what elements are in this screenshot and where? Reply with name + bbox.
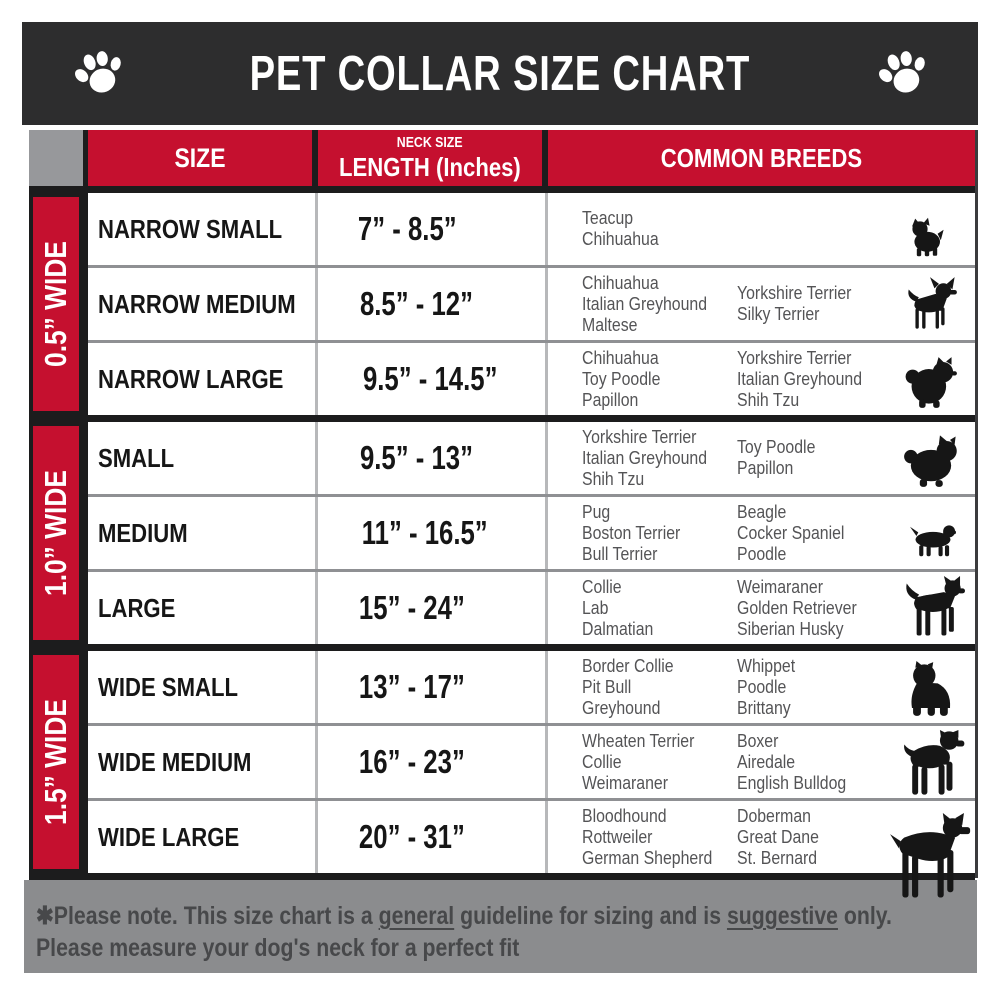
neck-size-sublabel: NECK SIZE: [397, 135, 463, 152]
pomeranian-icon: [901, 355, 961, 409]
breeds-column-2: [737, 437, 869, 479]
breed-name: Rottweiler: [582, 826, 653, 847]
breed-name: German Shepherd: [582, 847, 713, 868]
footer-line-2: Please measure your dog's neck for a perfect fit: [36, 934, 520, 962]
breeds-column-2: [737, 348, 869, 411]
breed-name: Brittany: [737, 697, 791, 718]
table-row: [88, 268, 975, 340]
width-rail: [29, 651, 83, 873]
size-label: WIDE SMALL: [98, 671, 238, 702]
neck-size-value: 15” - 24”: [358, 589, 465, 626]
breed-name: Pit Bull: [582, 676, 632, 697]
size-label: WIDE MEDIUM: [98, 746, 252, 777]
breed-name: Shih Tzu: [582, 468, 645, 489]
breeds-column-1: [582, 502, 718, 565]
footer-line-1: ✱Please note. This size chart is a general guideline for sizing and is suggestive only.: [36, 902, 892, 930]
neck-size-value: 11” - 16.5”: [361, 514, 488, 551]
table-row: [88, 651, 975, 723]
chihuahua-icon: [901, 276, 959, 332]
table-row: [88, 572, 975, 644]
title-bar: [22, 22, 978, 125]
size-label: NARROW SMALL: [98, 213, 283, 244]
breeds-column-2: [737, 502, 869, 565]
size-label: WIDE LARGE: [98, 821, 240, 852]
section-divider: [29, 415, 975, 422]
breed-name: Poodle: [737, 676, 787, 697]
neck-size-value: 7” - 8.5”: [357, 210, 457, 247]
beagle-icon: [899, 513, 967, 559]
table-bottom-border: [29, 873, 975, 880]
breed-name: Bull Terrier: [582, 543, 658, 564]
breeds-column-1: [582, 348, 718, 411]
breed-name: Weimaraner: [582, 772, 668, 793]
size-label: NARROW LARGE: [98, 363, 284, 394]
table-row: [88, 193, 975, 265]
column-header-neck-size: [318, 130, 542, 186]
breed-name: Doberman: [737, 805, 811, 826]
breed-name: Maltese: [582, 314, 638, 335]
size-label: NARROW MEDIUM: [98, 288, 296, 319]
breeds-column-1: [582, 731, 718, 794]
breed-name: Silky Terrier: [737, 304, 820, 324]
table-right-border: [975, 130, 978, 878]
breed-name: Dalmatian: [582, 618, 654, 639]
width-label: 0.5” WIDE: [38, 241, 73, 367]
breed-name: Papillon: [582, 389, 639, 410]
yorkie-icon: [901, 217, 947, 257]
breed-name: Golden Retriever: [737, 597, 857, 618]
width-rail: [29, 422, 83, 644]
section-divider: [29, 644, 975, 651]
breed-name: Toy Poodle: [737, 437, 816, 457]
neck-size-label: LENGTH (Inches): [339, 151, 521, 182]
breed-name: Beagle: [737, 501, 787, 522]
width-label: 1.0” WIDE: [38, 470, 73, 596]
breeds-column-1: [582, 656, 718, 719]
paw-print-icon: [870, 42, 934, 104]
breed-name: English Bulldog: [737, 772, 847, 793]
breeds-column-1: [582, 577, 718, 640]
breed-name: Italian Greyhound: [582, 447, 708, 468]
table-row: [88, 726, 975, 798]
breeds-column-1: [582, 208, 718, 250]
table-row: [88, 497, 975, 569]
section-divider: [29, 186, 975, 193]
neck-size-value: 20” - 31”: [358, 818, 465, 855]
breed-name: Papillon: [737, 458, 794, 478]
neck-size-value: 9.5” - 13”: [359, 439, 473, 476]
breed-name: Yorkshire Terrier: [582, 426, 697, 447]
breed-name: Chihuahua: [582, 229, 659, 249]
breed-name: Yorkshire Terrier: [737, 283, 852, 303]
breed-name: Collie: [582, 751, 622, 772]
breed-name: Italian Greyhound: [582, 293, 708, 314]
neck-size-value: 8.5” - 12”: [359, 285, 473, 322]
column-header-size: SIZE: [88, 130, 312, 186]
breed-name: Whippet: [737, 655, 796, 676]
breed-name: Boxer: [737, 730, 779, 751]
breed-name: Chihuahua: [582, 347, 659, 368]
size-label: MEDIUM: [98, 517, 188, 548]
breeds-column-2: [737, 577, 869, 640]
breed-name: St. Bernard: [737, 847, 818, 868]
page-title: PET COLLAR SIZE CHART: [249, 46, 751, 101]
breed-name: Poodle: [737, 543, 787, 564]
breeds-column-2: [737, 283, 869, 325]
table-corner-block: [29, 130, 83, 186]
breeds-column-2: [737, 806, 869, 869]
breed-name: Boston Terrier: [582, 522, 681, 543]
width-label: 1.5” WIDE: [38, 699, 73, 825]
neck-size-value: 9.5” - 14.5”: [362, 360, 498, 397]
breed-name: Toy Poodle: [582, 368, 661, 389]
breed-name: Weimaraner: [737, 576, 823, 597]
neck-size-value: 13” - 17”: [358, 668, 465, 705]
breed-name: Siberian Husky: [737, 618, 844, 639]
breed-name: Pug: [582, 501, 611, 522]
footer-note: [24, 880, 977, 973]
breeds-column-1: [582, 806, 718, 869]
shih-tzu-icon: [899, 432, 963, 488]
breed-name: Chihuahua: [582, 272, 659, 293]
breed-name: Yorkshire Terrier: [737, 347, 852, 368]
breed-name: Italian Greyhound: [737, 368, 863, 389]
table-row: [88, 422, 975, 494]
table-row: [88, 343, 975, 415]
neck-size-value: 16” - 23”: [358, 743, 465, 780]
column-header-common-breeds: COMMON BREEDS: [548, 130, 975, 186]
paw-print-icon: [66, 42, 130, 104]
breed-name: Lab: [582, 597, 609, 618]
breed-name: Wheaten Terrier: [582, 730, 695, 751]
breed-name: Bloodhound: [582, 805, 667, 826]
table-row: [88, 801, 975, 873]
breeds-column-2: [737, 731, 869, 794]
breeds-column-2: [737, 656, 869, 719]
breed-name: Great Dane: [737, 826, 819, 847]
breed-name: Cocker Spaniel: [737, 522, 845, 543]
breeds-column-1: [582, 273, 718, 336]
bulldog-icon: [903, 655, 959, 717]
breed-name: Border Collie: [582, 655, 674, 676]
width-rail: [29, 193, 83, 415]
breed-name: Collie: [582, 576, 622, 597]
breeds-column-1: [582, 427, 718, 490]
breed-name: Airedale: [737, 751, 796, 772]
breed-name: Greyhound: [582, 697, 661, 718]
table-header-row: [88, 130, 975, 186]
husky-icon: [901, 576, 967, 638]
size-label: SMALL: [98, 442, 175, 473]
underlined-word: suggestive: [726, 902, 838, 930]
doberman-icon: [883, 797, 971, 901]
breed-name: Teacup: [582, 208, 634, 228]
underlined-word: general: [378, 902, 455, 930]
size-label: LARGE: [98, 592, 176, 623]
breed-name: Shih Tzu: [737, 389, 800, 410]
pitbull-icon: [899, 722, 965, 796]
